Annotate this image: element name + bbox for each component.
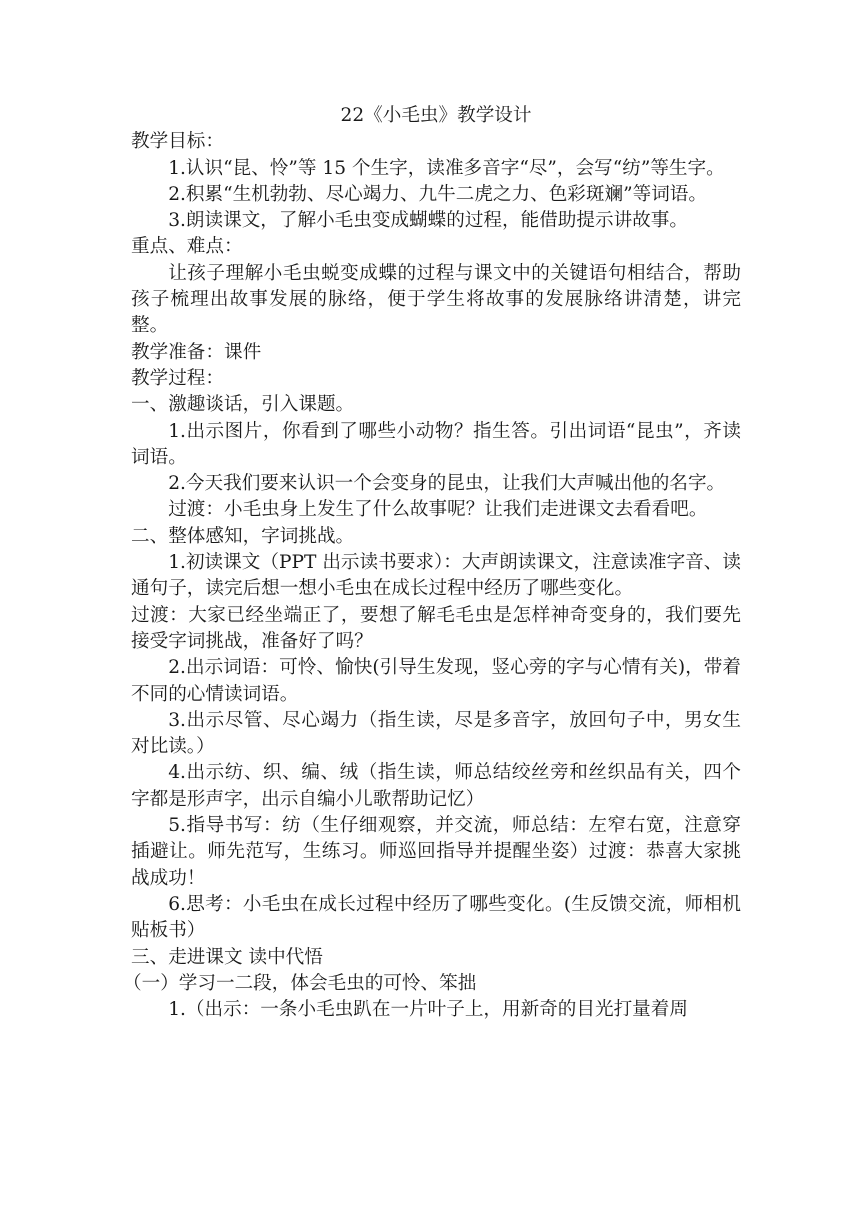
section-3-heading: 三、走进课文 读中代悟 xyxy=(131,946,323,968)
section-1-item-1: 1.出示图片，你看到了哪些小动物？指生答。引出词语“昆虫”，齐读词语。 xyxy=(131,420,741,468)
goal-item-3: 3.朗读课文，了解小毛虫变成蝴蝶的过程，能借助提示讲故事。 xyxy=(168,210,688,232)
document-page xyxy=(123,103,741,1023)
section-2-heading: 二、整体感知，字词挑战。 xyxy=(131,525,355,547)
focus-heading: 重点、难点： xyxy=(131,236,243,258)
section-2-item-1: 1.初读课文（PPT 出示读书要求）：大声朗读课文，注意读准字音、读通句子，读完后想一想小毛虫在成长过程中经历了哪些变化。 xyxy=(131,552,741,600)
section-2-item-4: 4.出示纺、织、编、绒（指生读，师总结绞丝旁和丝织品有关，四个字都是形声字，出示自编小儿歌帮助记忆） xyxy=(131,762,741,810)
document-title: 22《小毛虫》教学设计 xyxy=(340,105,532,126)
section-1-transition: 过渡：小毛虫身上发生了什么故事呢？让我们走进课文去看看吧。 xyxy=(168,499,708,521)
section-2-item-6: 6.思考：小毛虫在成长过程中经历了哪些变化。(生反馈交流，师相机贴板书） xyxy=(131,893,741,942)
focus-paragraph: 让孩子理解小毛虫蜕变成蝶的过程与课文中的关键语句相结合，帮助孩子梳理出故事发展的脉络，便于学生将故事的发展脉络讲清楚，讲完整。 xyxy=(131,262,741,337)
section-2-item-5: 5.指导书写：纺（生仔细观察，并交流，师总结：左窄右宽，注意穿插避让。师先范写，生练习。师巡回指导并提醒坐姿）过渡：恭喜大家挑战成功！ xyxy=(131,815,741,889)
section-3-subheading-1: （一）学习一二段，体会毛虫的可怜、笨拙 xyxy=(123,972,477,994)
section-2-transition: 过渡：大家已经坐端正了，要想了解毛毛虫是怎样神奇变身的，我们要先接受字词挑战，准备好了吗？ xyxy=(131,604,741,652)
preparation-line: 教学准备：课件 xyxy=(131,341,262,363)
goals-heading: 教学目标： xyxy=(131,131,224,153)
process-heading: 教学过程： xyxy=(131,367,224,389)
section-1-heading: 一、激趣谈话，引入课题。 xyxy=(131,394,355,416)
section-3-item-1: 1.（出示：一条小毛虫趴在一片叶子上，用新奇的目光打量着周 xyxy=(168,999,688,1021)
goal-item-2: 2.积累“生机勃勃、尽心竭力、九牛二虎之力、色彩斑斓”等词语。 xyxy=(168,183,707,205)
section-1-item-2: 2.今天我们要来认识一个会变身的昆虫，让我们大声喊出他的名字。 xyxy=(168,473,726,495)
goal-item-1: 1.认识“昆、怜”等 15 个生字，读准多音字“尽”，会写“纺”等生字。 xyxy=(168,157,725,179)
section-2-item-3: 3.出示尽管、尽心竭力（指生读，尽是多音字，放回句子中，男女生对比读。） xyxy=(131,709,741,758)
section-2-item-2: 2.出示词语：可怜、愉快(引导生发现，竖心旁的字与心情有关)，带着不同的心情读词语。 xyxy=(131,657,741,705)
